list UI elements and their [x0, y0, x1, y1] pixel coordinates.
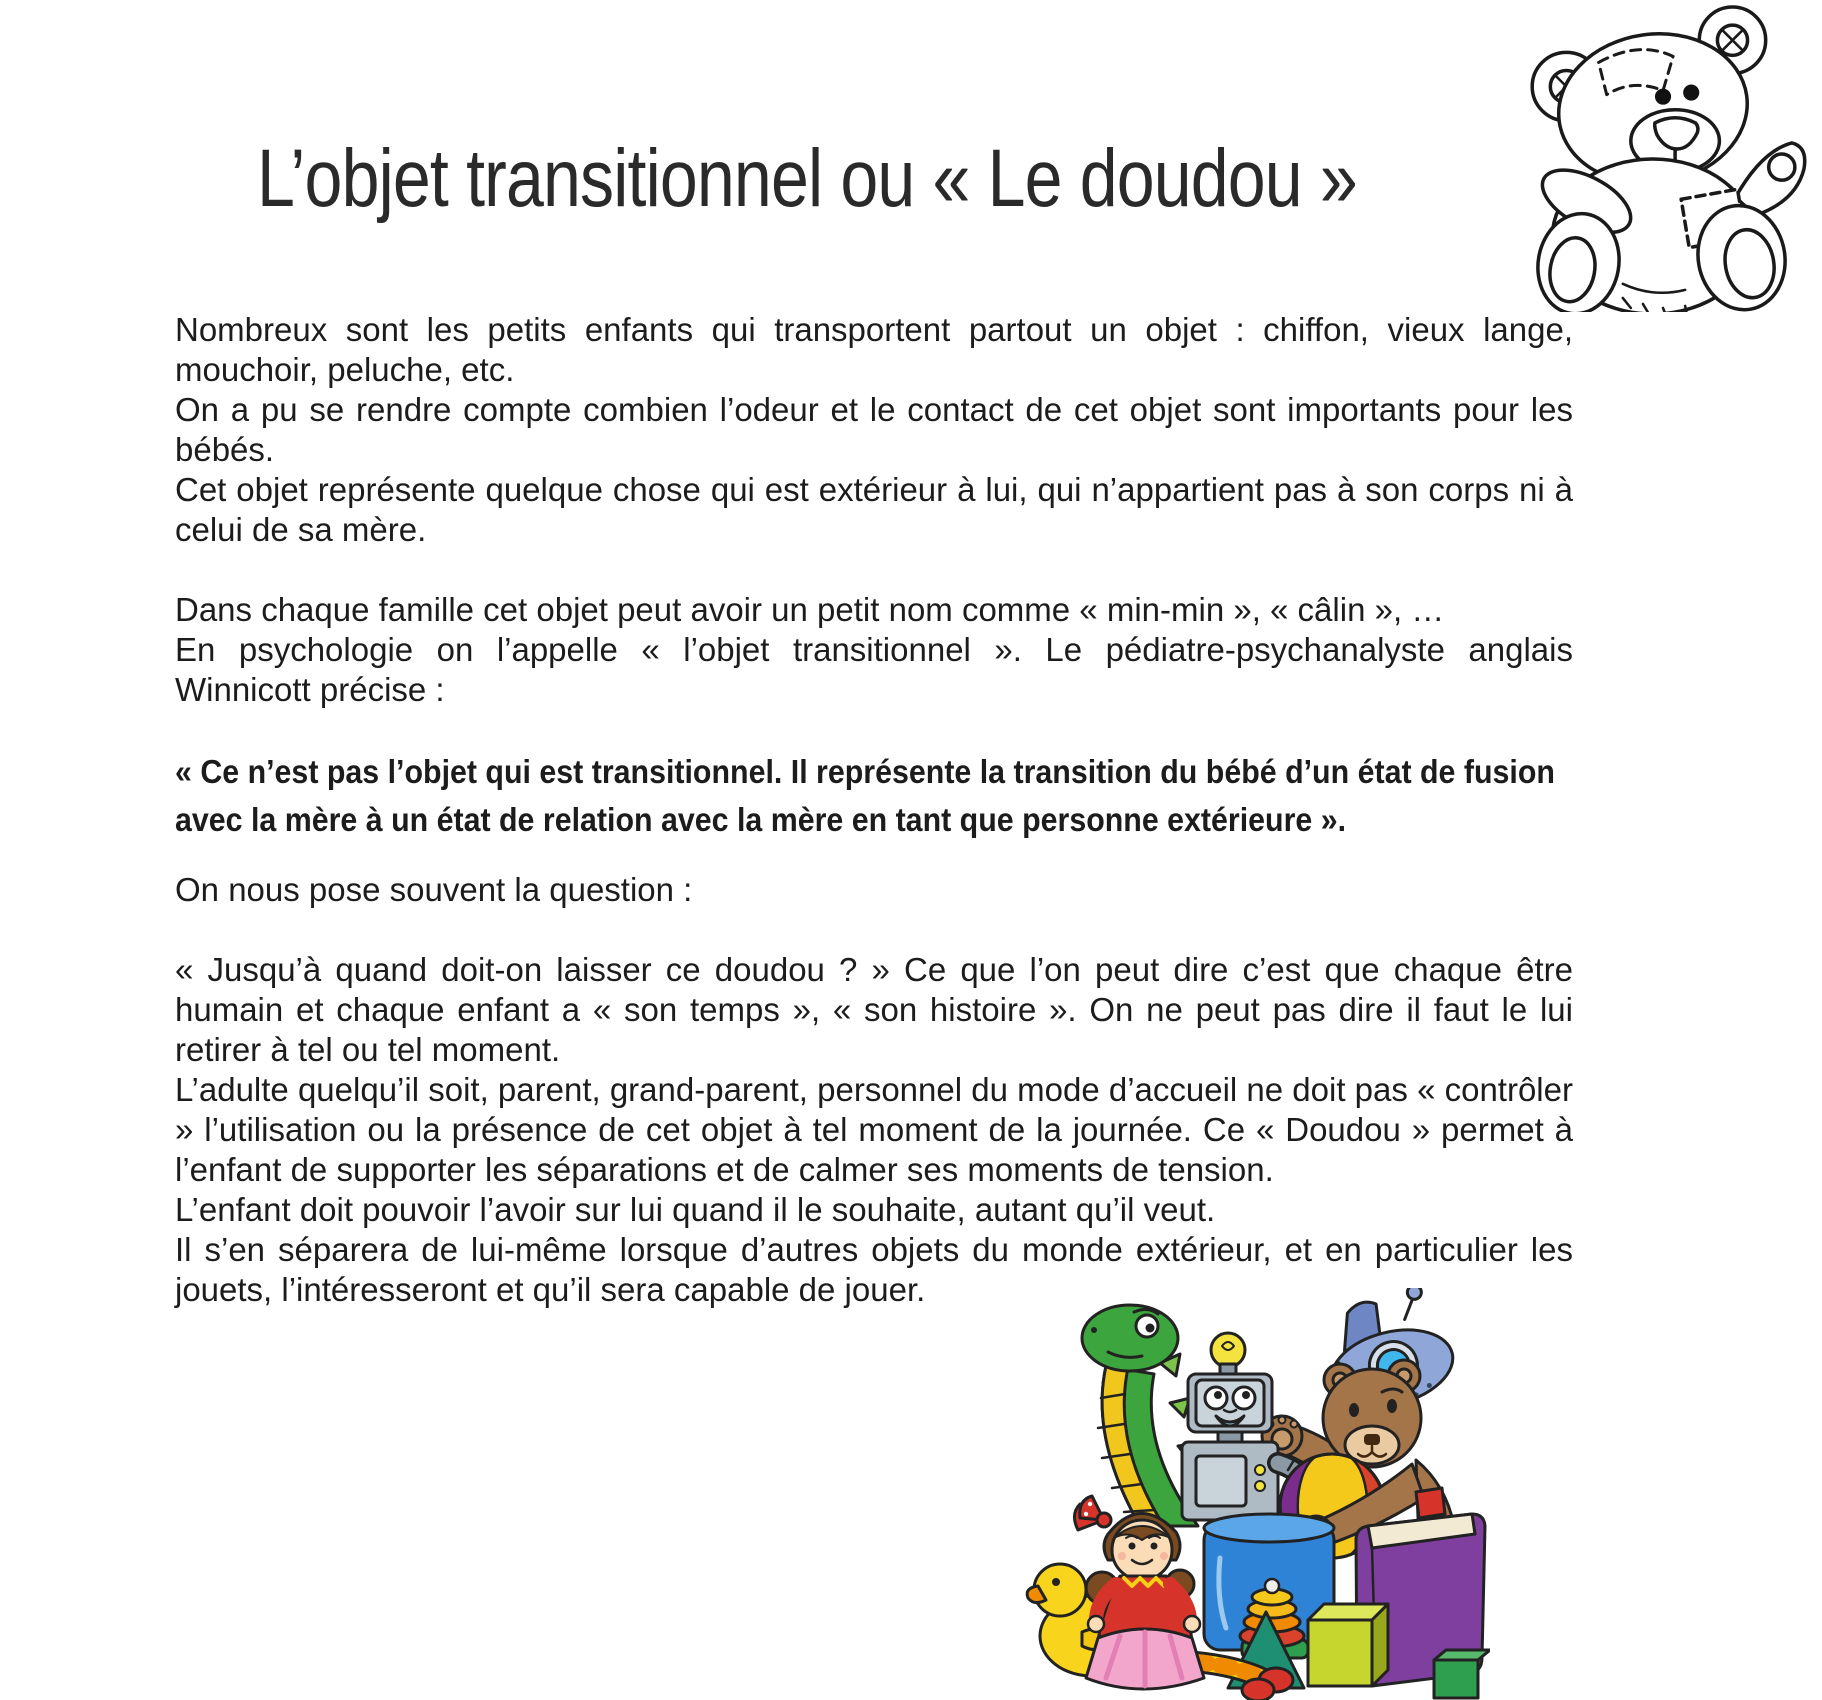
paragraph: Il s’en séparera de lui-même lorsque d’autres objets du monde extérieur, et en particulier les jouets, l’intéresseront et qu’il sera capable de jouer. — [175, 1231, 1573, 1308]
bear-eye — [1655, 89, 1671, 105]
paragraph: Nombreux sont les petits enfants qui transportent partout un objet : chiffon, vieux lange, mouchoir, peluche, etc. — [175, 311, 1573, 388]
toys-pile-illustration — [1020, 1288, 1490, 1700]
paragraph: Cet objet représente quelque chose qui est extérieur à lui, qui n’appartient pas à son corps ni à celui de sa mère. — [175, 471, 1573, 548]
paragraph: Dans chaque famille cet objet peut avoir un petit nom comme « min-min », « câlin », … — [175, 591, 1445, 628]
paragraph: L’adulte quelqu’il soit, parent, grand-parent, personnel du mode d’accueil ne doit pas « contrôler » l’utilisation ou la présence de cet objet à tel moment de la journée. Ce « Doudou » permet à l’enfant de supporter les séparations et de calmer ses moments de tension. — [175, 1071, 1573, 1188]
paragraph: On nous pose souvent la question : — [175, 871, 693, 908]
teddy-bear-sketch-illustration — [1502, 0, 1814, 312]
document-body — [175, 310, 1573, 1310]
paragraph: L’enfant doit pouvoir l’avoir sur lui quand il le souhaite, autant qu’il veut. — [175, 1191, 1216, 1228]
paragraph: On a pu se rendre compte combien l’odeur et le contact de cet objet sont importants pour les bébés. — [175, 391, 1573, 468]
paragraph: « Jusqu’à quand doit-on laisser ce doudou ? » Ce que l’on peut dire c’est que chaque être humain et chaque enfant a « son temps », « son histoire ». On ne peut pas dire il faut le lui retirer à tel ou tel moment. — [175, 951, 1573, 1068]
winnicott-quote: « Ce n’est pas l’objet qui est transitionnel. Il représente la transition du bébé d’un état de fusion avec la mère à un état de relation avec la mère en tant que personne extérieure ». — [175, 753, 1555, 838]
paragraph: En psychologie on l’appelle « l’objet transitionnel ». Le pédiatre-psychanalyste anglais Winnicott précise : — [175, 631, 1573, 708]
document-title: L’objet transitionnel ou « Le doudou » — [257, 133, 1357, 224]
bear-eye — [1683, 85, 1699, 101]
